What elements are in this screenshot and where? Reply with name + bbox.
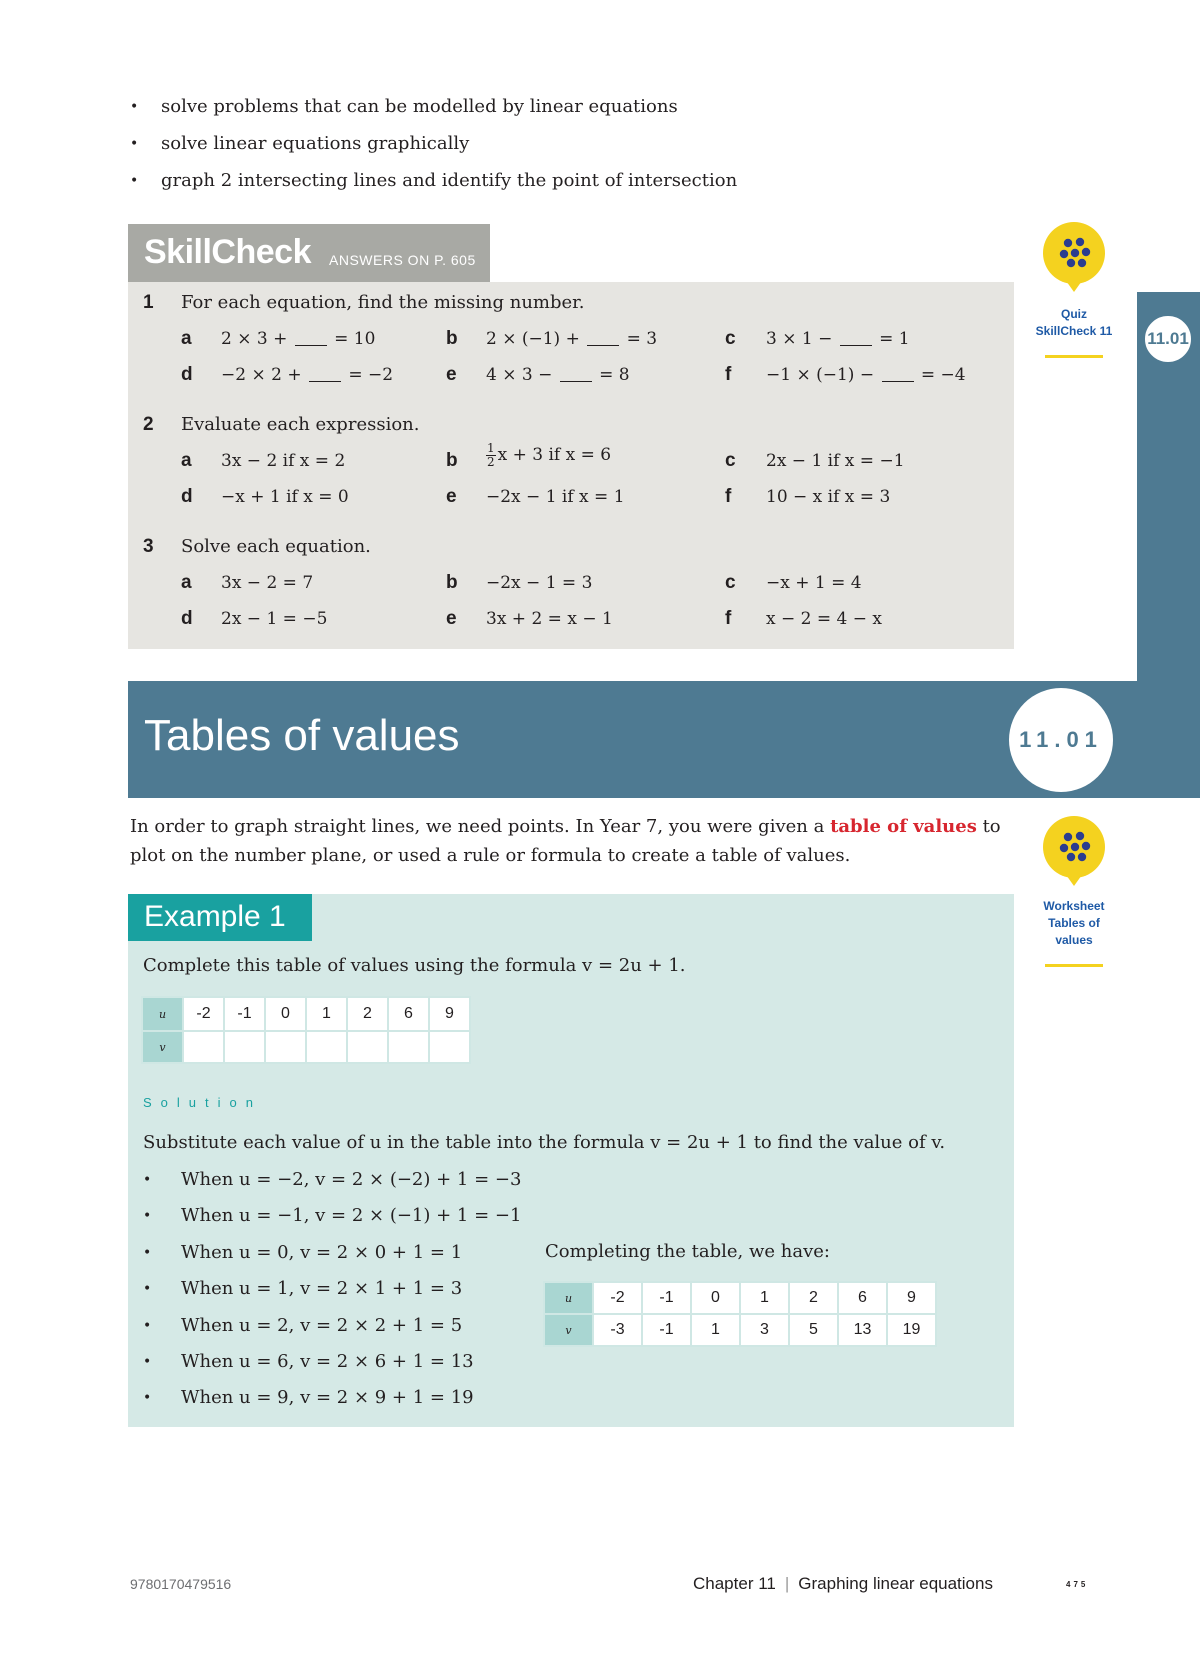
part-label: a xyxy=(181,328,192,349)
solution-step: • When u = 9, v = 2 × 9 + 1 = 19 xyxy=(143,1383,521,1419)
table-cell: 0 xyxy=(265,997,306,1031)
running-footer xyxy=(693,1574,993,1594)
table-cell: 1 xyxy=(740,1282,789,1314)
answer-blank xyxy=(295,345,327,346)
part-expression: x − 2 = 4 − x xyxy=(766,609,882,629)
answer-blank xyxy=(587,345,619,346)
table-cell-empty xyxy=(306,1031,347,1063)
fraction: $\frac{1}{2}$ xyxy=(487,441,495,469)
worksheet-link[interactable]: Worksheet Tables of values xyxy=(1043,899,1105,947)
part-expression: 10 − x if x = 3 xyxy=(766,487,891,507)
solution-step: • When u = 1, v = 2 × 1 + 1 = 3 xyxy=(143,1274,521,1310)
table-cell: 6 xyxy=(388,997,429,1031)
part-label: e xyxy=(446,364,457,385)
table-cell: -3 xyxy=(593,1314,642,1346)
skillcheck-box xyxy=(128,282,1014,649)
table-cell: 3 xyxy=(740,1314,789,1346)
table-cell-empty xyxy=(347,1031,388,1063)
part-expression: $\frac{1}{2}$ x + 3 if x = 6 xyxy=(487,441,612,469)
table-row xyxy=(142,997,470,1031)
side-section-tab[interactable]: 11.01 xyxy=(1143,314,1193,364)
table-cell: -1 xyxy=(642,1282,691,1314)
part-label: d xyxy=(181,486,193,507)
section-number: 11.01 xyxy=(1009,688,1113,792)
example-tab xyxy=(128,894,312,941)
part-expression: −1 × (−1) − = −4 xyxy=(766,365,966,385)
part-label: f xyxy=(725,486,732,507)
table-cell: 1 xyxy=(306,997,347,1031)
question-number: 2 xyxy=(143,414,154,435)
table-cell: 2 xyxy=(789,1282,838,1314)
part-label: a xyxy=(181,572,192,593)
part-label: b xyxy=(446,328,458,349)
learning-outcome: • solve problems that can be modelled by linear equations xyxy=(130,92,737,129)
part-label: c xyxy=(725,572,736,593)
table-cell-empty xyxy=(429,1031,470,1063)
skillcheck-answers-ref: ANSWERS ON P. 605 xyxy=(329,252,476,268)
question-text: Solve each equation. xyxy=(181,536,371,557)
part-label: c xyxy=(725,328,736,349)
table-cell: 1 xyxy=(691,1314,740,1346)
answer-blank xyxy=(882,381,914,382)
part-label: e xyxy=(446,608,457,629)
solution-step: • When u = 2, v = 2 × 2 + 1 = 5 xyxy=(143,1311,521,1347)
solution-step: • When u = 6, v = 2 × 6 + 1 = 13 xyxy=(143,1347,521,1383)
table-cell: 5 xyxy=(789,1314,838,1346)
question-text: For each equation, find the missing number. xyxy=(181,292,585,313)
section-title: Tables of values xyxy=(144,711,460,760)
solution-steps xyxy=(143,1165,521,1420)
cluster-icon xyxy=(1059,830,1091,862)
part-label: e xyxy=(446,486,457,507)
part-expression: 2 × 3 + = 10 xyxy=(221,329,376,349)
chapter-title: Graphing linear equations xyxy=(798,1574,993,1593)
part-expression: −2 × 2 + = −2 xyxy=(221,365,394,385)
part-expression: −2x − 1 = 3 xyxy=(486,573,593,593)
example-label: Example 1 xyxy=(144,900,286,933)
part-expression: 2 × (−1) + = 3 xyxy=(486,329,658,349)
row-label: v xyxy=(544,1314,593,1346)
part-label: f xyxy=(725,364,732,385)
part-expression: −2x − 1 if x = 1 xyxy=(486,487,625,507)
part-expression: 3 × 1 − = 1 xyxy=(766,329,910,349)
skillcheck-tab xyxy=(128,224,490,282)
table-cell: 19 xyxy=(887,1314,936,1346)
example-prompt: Complete this table of values using the formula v = 2u + 1. xyxy=(143,955,686,976)
table-cell-empty xyxy=(388,1031,429,1063)
table-row xyxy=(142,1031,470,1063)
isbn: 9780170479516 xyxy=(130,1576,232,1592)
completed-table-label: Completing the table, we have: xyxy=(545,1241,830,1262)
question-number: 3 xyxy=(143,536,154,557)
part-label: f xyxy=(725,608,732,629)
row-label: u xyxy=(544,1282,593,1314)
table-cell: 9 xyxy=(429,997,470,1031)
link-underline xyxy=(1045,964,1103,967)
part-expression: 4 × 3 − = 8 xyxy=(486,365,630,385)
table-cell: -1 xyxy=(642,1314,691,1346)
learning-outcome: • graph 2 intersecting lines and identify the point of intersection xyxy=(130,166,737,203)
learning-outcomes-list xyxy=(130,92,737,203)
worksheet-badge-icon[interactable] xyxy=(1043,816,1105,878)
table-cell: 13 xyxy=(838,1314,887,1346)
part-expression: 3x − 2 if x = 2 xyxy=(221,451,346,471)
part-expression: −x + 1 = 4 xyxy=(766,573,862,593)
table-cell-empty xyxy=(224,1031,265,1063)
part-expression: 3x − 2 = 7 xyxy=(221,573,314,593)
part-label: c xyxy=(725,450,736,471)
answer-blank xyxy=(840,345,872,346)
part-expression: 2x − 1 if x = −1 xyxy=(766,451,905,471)
table-row xyxy=(544,1282,936,1314)
table-cell: 2 xyxy=(347,997,388,1031)
solution-label: Solution xyxy=(143,1095,262,1110)
quiz-skillcheck-link[interactable]: Quiz SkillCheck 11 xyxy=(1035,307,1113,338)
table-cell: 6 xyxy=(838,1282,887,1314)
table-cell-empty xyxy=(183,1031,224,1063)
section-header xyxy=(128,681,1200,798)
part-label: d xyxy=(181,608,193,629)
solution-step: • When u = 0, v = 2 × 0 + 1 = 1 xyxy=(143,1238,521,1274)
part-label: b xyxy=(446,572,458,593)
solution-step: • When u = −1, v = 2 × (−1) + 1 = −1 xyxy=(143,1201,521,1237)
solution-intro: Substitute each value of u in the table into the formula v = 2u + 1 to find the value of v. xyxy=(143,1132,946,1153)
table-cell: 9 xyxy=(887,1282,936,1314)
footer-separator: | xyxy=(784,1574,790,1593)
blank-values-table xyxy=(141,996,471,1064)
page-number: 475 xyxy=(1066,1580,1089,1589)
table-row xyxy=(544,1314,936,1346)
learning-outcome: • solve linear equations graphically xyxy=(130,129,737,166)
row-label: v xyxy=(142,1031,183,1063)
part-label: d xyxy=(181,364,193,385)
part-expression: −x + 1 if x = 0 xyxy=(221,487,349,507)
intro-paragraph: In order to graph straight lines, we need points. In Year 7, you were given a table of values to plot on the number plane, or used a rule or formula to create a table of values. xyxy=(130,816,1001,866)
table-cell-empty xyxy=(265,1031,306,1063)
table-cell: -2 xyxy=(593,1282,642,1314)
quiz-badge-icon[interactable] xyxy=(1043,222,1105,284)
table-cell: 0 xyxy=(691,1282,740,1314)
question-text: Evaluate each expression. xyxy=(181,414,420,435)
link-underline xyxy=(1045,355,1103,358)
part-label: a xyxy=(181,450,192,471)
skillcheck-title: SkillCheck xyxy=(144,233,311,271)
part-expression: 3x + 2 = x − 1 xyxy=(486,609,613,629)
table-cell: -1 xyxy=(224,997,265,1031)
keyword: table of values xyxy=(830,816,977,837)
completed-values-table xyxy=(543,1281,937,1347)
part-expression: 2x − 1 = −5 xyxy=(221,609,328,629)
part-label: b xyxy=(446,450,458,471)
table-cell: -2 xyxy=(183,997,224,1031)
solution-step: • When u = −2, v = 2 × (−2) + 1 = −3 xyxy=(143,1165,521,1201)
answer-blank xyxy=(309,381,341,382)
chapter-number: Chapter 11 xyxy=(693,1574,776,1593)
answer-blank xyxy=(560,381,592,382)
cluster-icon xyxy=(1059,236,1091,268)
row-label: u xyxy=(142,997,183,1031)
question-number: 1 xyxy=(143,292,154,313)
